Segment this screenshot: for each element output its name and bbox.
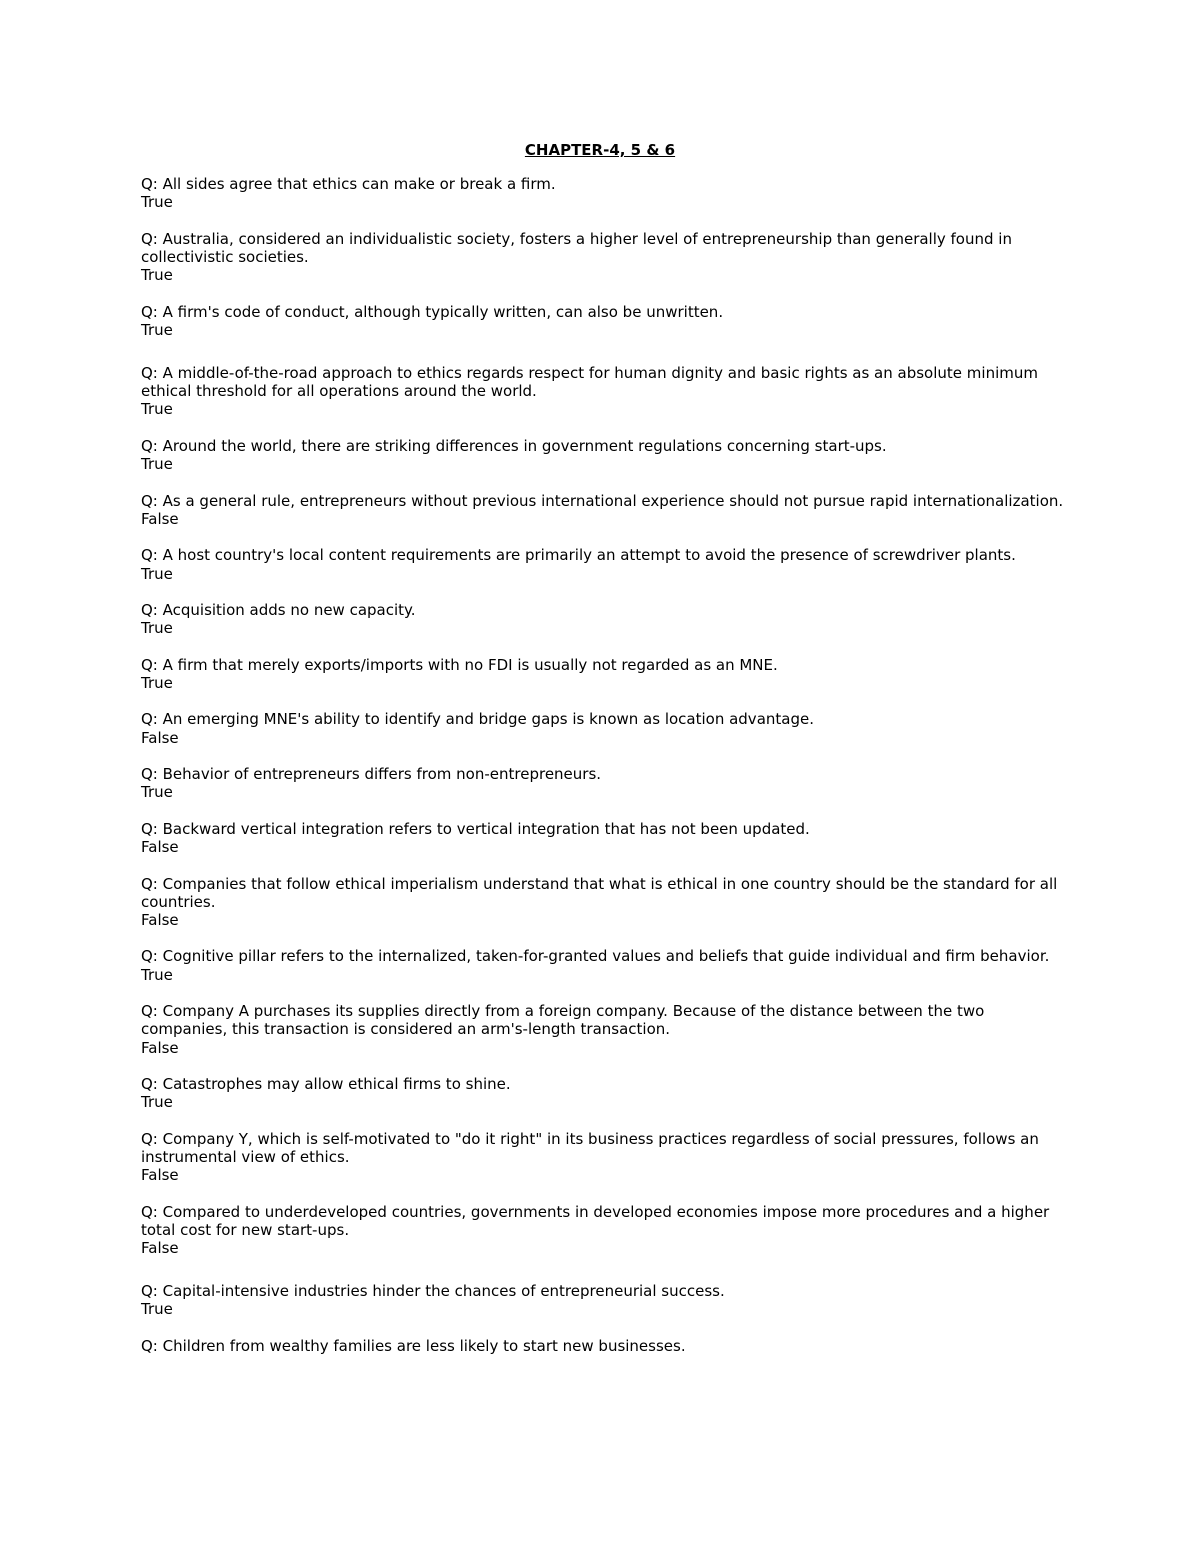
qa-item [141,710,1071,746]
answer-text: False [141,1038,179,1057]
qa-item [141,656,1071,692]
qa-item [141,364,1071,419]
answer-text: True [141,193,173,212]
answer-text: True [141,1093,173,1112]
question-text: Q: Behavior of entrepreneurs differs from non-entrepreneurs. [141,765,602,784]
qa-item [141,230,1071,285]
qa-item [141,175,1071,211]
answer-text: False [141,1166,179,1185]
answer-text: True [141,564,173,583]
answer-text: True [141,320,173,339]
question-text: Q: A host country's local content requirements are primarily an attempt to avoid the presence of screwdriver plants. [141,546,1016,565]
answer-text: True [141,455,173,474]
answer-text: True [141,400,173,419]
question-text: Q: Australia, considered an individualistic society, fosters a higher level of entrepreneurship than generally found in collectivistic societies. [141,229,1012,266]
question-text: Q: Acquisition adds no new capacity. [141,601,416,620]
qa-item [141,1002,1071,1057]
qa-item [141,1075,1071,1111]
question-text: Q: Companies that follow ethical imperialism understand that what is ethical in one country should be the standard for all countries. [141,874,1058,911]
answer-text: True [141,673,173,692]
question-text: Q: Cognitive pillar refers to the internalized, taken-for-granted values and beliefs that guide individual and firm behavior. [141,947,1050,966]
answer-text: False [141,910,179,929]
question-text: Q: Capital-intensive industries hinder the chances of entrepreneurial success. [141,1282,725,1301]
qa-item [141,1130,1071,1185]
qa-list [141,175,1071,1373]
question-text: Q: Children from wealthy families are less likely to start new businesses. [141,1336,686,1355]
question-text: Q: Backward vertical integration refers to vertical integration that has not been updated. [141,819,810,838]
answer-text: True [141,1300,173,1319]
question-text: Q: Catastrophes may allow ethical firms to shine. [141,1075,511,1094]
answer-text: True [141,266,173,285]
qa-item [141,303,1071,339]
qa-item [141,947,1071,983]
question-text: Q: Company A purchases its supplies directly from a foreign company. Because of the distance between the two companies, this transaction is considered an arm's-length transaction. [141,1002,985,1039]
qa-item [141,492,1071,528]
answer-text: True [141,965,173,984]
answer-text: False [141,838,179,857]
qa-item [141,601,1071,637]
question-text: Q: All sides agree that ethics can make or break a firm. [141,175,556,193]
qa-item [141,875,1071,930]
qa-item [141,1337,1071,1355]
question-text: Q: A firm that merely exports/imports with no FDI is usually not regarded as an MNE. [141,655,778,674]
question-text: Q: Compared to underdeveloped countries, governments in developed economies impose more procedures and a higher total cost for new start-ups. [141,1202,1050,1239]
answer-text: False [141,728,179,747]
answer-text: True [141,783,173,802]
question-text: Q: An emerging MNE's ability to identify and bridge gaps is known as location advantage. [141,710,814,729]
answer-text: False [141,1239,179,1258]
question-text: Q: Around the world, there are striking differences in government regulations concerning start-ups. [141,436,887,455]
qa-item [141,437,1071,473]
qa-item [141,820,1071,856]
question-text: Q: A firm's code of conduct, although typically written, can also be unwritten. [141,302,724,321]
answer-text: True [141,619,173,638]
qa-item [141,1282,1071,1318]
qa-item [141,1203,1071,1258]
qa-item [141,765,1071,801]
answer-text: False [141,509,179,528]
qa-item [141,546,1071,582]
question-text: Q: A middle-of-the-road approach to ethics regards respect for human dignity and basic rights as an absolute minimum ethical threshold for all operations around the world. [141,364,1038,401]
question-text: Q: As a general rule, entrepreneurs without previous international experience should not pursue rapid internationalization. [141,491,1064,510]
page-title: CHAPTER-4, 5 & 6 [524,141,676,159]
question-text: Q: Company Y, which is self-motivated to "do it right" in its business practices regardless of social pressures, follows an instrumental view of ethics. [141,1129,1039,1166]
